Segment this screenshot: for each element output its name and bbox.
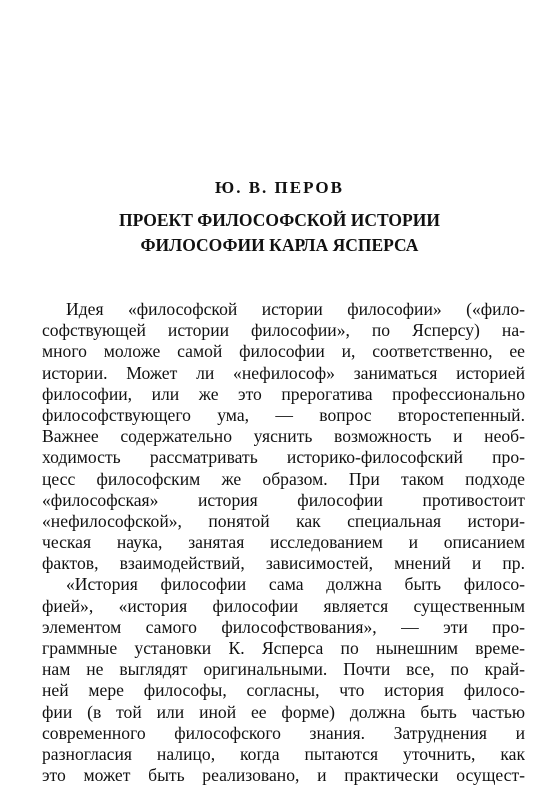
title-line: ПРОЕКТ ФИЛОСОФСКОЙ ИСТОРИИ [119,210,440,230]
text-line: это может быть реализовано, и практически осущест- [42,765,525,786]
text-line: философствующего ума, — вопрос второстепенный. [42,404,525,425]
paragraph [42,299,525,574]
author-name: Ю. В. ПЕРОВ [215,178,344,197]
text-line: Важнее содержательно уяснить возможность и необ- [42,426,525,447]
text-line: ней мере философы, согласны, что история филосо- [42,680,525,701]
text-line: ческая наука, занятая исследованием и описанием [42,532,525,553]
paragraph [42,574,525,786]
text-line: элементом самого философствования», — эти про- [42,616,525,637]
text-line: «философская» история философии противостоит [42,489,525,510]
title-line: ФИЛОСОФИИ КАРЛА ЯСПЕРСА [140,235,419,255]
text-line: разногласия налицо, когда пытаются уточнить, как [42,743,525,764]
text-line: «нефилософской», понятой как специальная истори- [42,510,525,531]
text-line: софствующей истории философии», по Ясперсу) на- [42,320,525,341]
text-line: фактов, взаимодействий, зависимостей, мнений и пр. [42,553,525,574]
text-line: нам не выглядят оригинальными. Почти все, по край- [42,659,525,680]
article-title [0,208,559,258]
text-line: современного философского знания. Затруднения и [42,722,525,743]
article-body [42,299,525,786]
text-line: много моложе самой философии и, соответственно, ее [42,341,525,362]
text-line: ходимость рассматривать историко-философский про- [42,447,525,468]
text-line: фии (в той или иной ее форме) должна быть частью [42,701,525,722]
text-line: цесс философским же образом. При таком подходе [42,468,525,489]
text-line: философии, или же это прерогатива профессионально [42,383,525,404]
text-line: фией», «история философии является существенным [42,595,525,616]
text-line: граммные установки К. Ясперса по нынешним време- [42,638,525,658]
text-line: «История философии сама должна быть филосо- [66,574,525,595]
text-line: истории. Может ли «нефилософ» заниматься историей [42,362,525,383]
text-line: Идея «философской истории философии» («фило- [66,299,525,319]
